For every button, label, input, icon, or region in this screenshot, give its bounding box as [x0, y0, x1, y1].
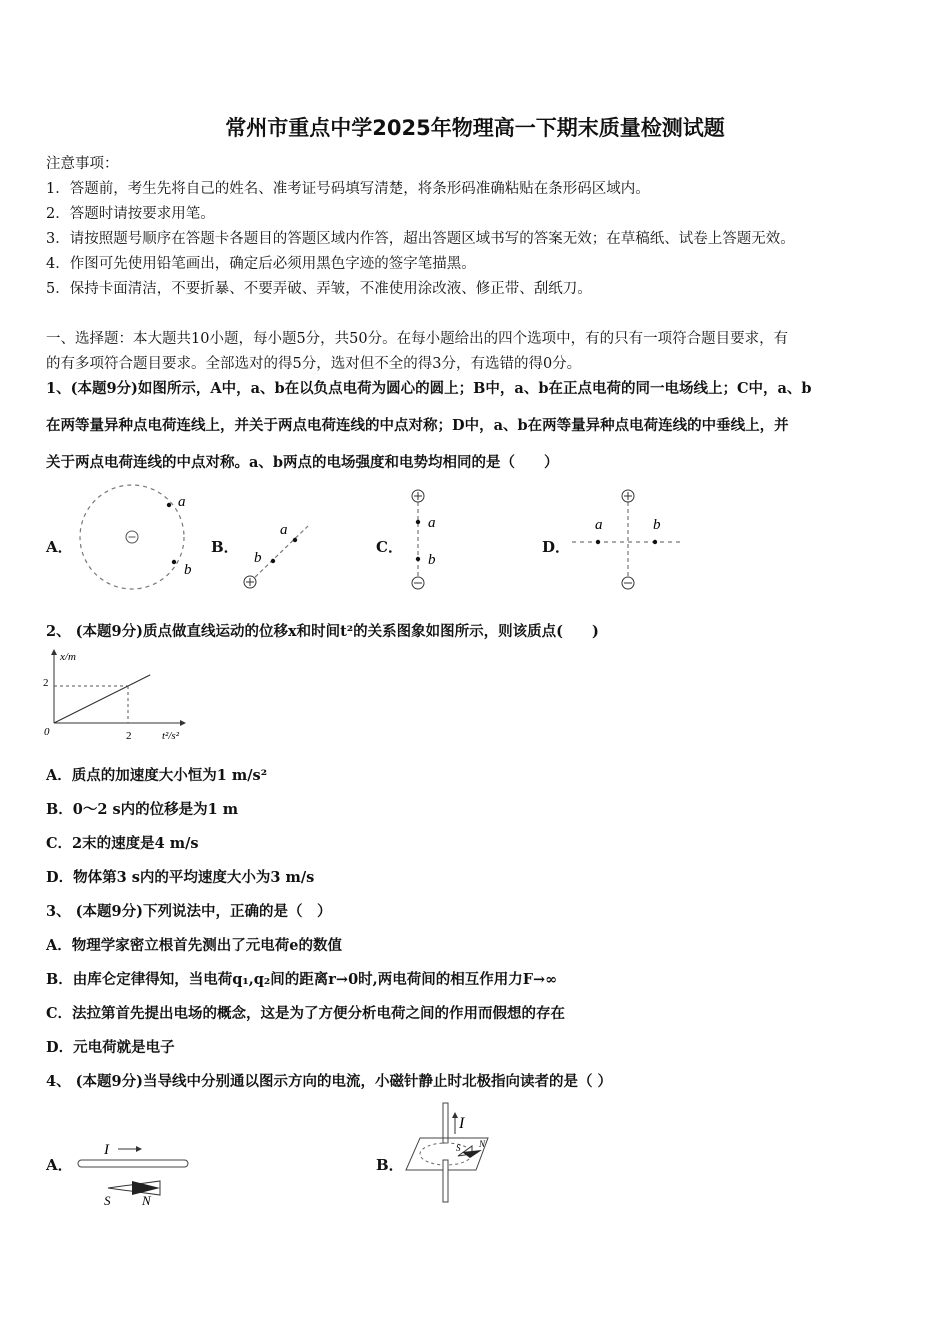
q3-option-b: B．由库仑定律得知，当电荷q₁,q₂间的距离r→0时,两电荷间的相互作用力F→∞	[46, 971, 558, 988]
s-label: S	[456, 1143, 461, 1153]
q1-line3: 关于两点电荷连线的中点对称。a、b两点的电场强度和电势均相同的是（ ）	[46, 454, 559, 471]
q1-figure-b	[236, 514, 316, 594]
label-b: b	[428, 552, 436, 568]
s-label: S	[104, 1193, 111, 1208]
q3-option-d: D．元电荷就是电子	[46, 1039, 175, 1056]
label-a: a	[428, 515, 436, 531]
section1-line2: 的有多项符合题目要求。全部选对的得5分，选对但不全的得3分，有选错的得0分。	[46, 356, 582, 372]
wire	[78, 1160, 188, 1167]
label-b: b	[653, 517, 661, 533]
q4-figure-b	[402, 1100, 502, 1206]
point-b	[653, 540, 657, 544]
q1-option-d-label: D．	[542, 538, 571, 556]
q4-option-a-label: A．	[46, 1156, 73, 1174]
q4-option-b-label: B．	[376, 1156, 404, 1174]
label-a: a	[595, 517, 603, 533]
q2-option-b: B．0～2 s内的位移是为1 m	[46, 801, 239, 818]
notice-item-3: 3．请按照题号顺序在答题卡各题目的答题区域内作答，超出答题区域书写的答案无效；在草稿纸、试卷上答题无效。	[46, 231, 795, 247]
q1-figure-c	[400, 486, 460, 592]
point-b	[271, 559, 275, 563]
notice-item-2: 2．答题时请按要求用笔。	[46, 206, 215, 222]
origin-label: 0	[44, 726, 50, 738]
point-a	[416, 520, 420, 524]
current-label: I	[104, 1142, 109, 1158]
page-title: 常州市重点中学2025年物理高一下期末质量检测试题	[225, 116, 725, 140]
wire-top	[443, 1103, 448, 1143]
label-a: a	[280, 522, 288, 538]
series-line	[54, 675, 150, 723]
n-label: N	[142, 1193, 151, 1208]
n-label: N	[479, 1139, 486, 1149]
y-tick-label: 2	[43, 677, 49, 689]
q1-figure-d	[568, 486, 688, 592]
q2-graph	[40, 645, 200, 745]
x-tick-label: 2	[126, 730, 132, 742]
point-a	[596, 540, 600, 544]
current-label: I	[459, 1115, 465, 1132]
point-b	[172, 560, 176, 564]
q3-stem: 3、 (本题9分)下列说法中，正确的是（ ）	[46, 903, 332, 920]
x-axis-label: t²/s²	[162, 730, 179, 742]
q1-line1: 1、(本题9分)如图所示，A中，a、b在以负点电荷为圆心的圆上；B中，a、b在正点电荷的同一电场线上；C中，a、b	[46, 380, 812, 397]
q2-stem: 2、 (本题9分)质点做直线运动的位移x和时间t²的关系图象如图所示，则该质点( )	[46, 623, 599, 640]
q2-option-c: C．2末的速度是4 m/s	[46, 835, 199, 852]
point-a	[293, 538, 297, 542]
q1-option-a-label: A．	[46, 538, 73, 556]
q3-option-a: A．物理学家密立根首先测出了元电荷e的数值	[46, 937, 342, 954]
wire-bottom	[443, 1160, 448, 1202]
q1-figure-a	[70, 482, 200, 594]
label-b: b	[184, 562, 192, 578]
point-a	[167, 503, 171, 507]
label-a: a	[178, 494, 186, 510]
point-b	[416, 557, 420, 561]
q1-option-c-label: C．	[376, 538, 403, 556]
section1-line1: 一、选择题：本大题共10小题，每小题5分，共50分。在每小题给出的四个选项中，有的只有一项符合题目要求，有	[46, 331, 789, 347]
q2-option-a: A．质点的加速度大小恒为1 m/s²	[46, 767, 268, 784]
q4-stem: 4、 (本题9分)当导线中分别通以图示方向的电流，小磁针静止时北极指向读者的是（ ）	[46, 1073, 612, 1090]
q1-option-b-label: B．	[211, 538, 239, 556]
q2-option-d: D．物体第3 s内的平均速度大小为3 m/s	[46, 869, 315, 886]
notice-heading: 注意事项：	[46, 156, 119, 172]
notice-item-5: 5．保持卡面清洁，不要折暴、不要弄破、弄皱，不准使用涂改液、修正带、刮纸刀。	[46, 281, 592, 297]
q3-option-c: C．法拉第首先提出电场的概念，这是为了方便分析电荷之间的作用而假想的存在	[46, 1005, 566, 1022]
y-axis-label: x/m	[60, 651, 76, 663]
q4-figure-a	[72, 1138, 202, 1210]
label-b: b	[254, 550, 262, 566]
notice-item-4: 4．作图可先使用铅笔画出，确定后必须用黑色字迹的签字笔描黑。	[46, 256, 476, 272]
notice-item-1: 1．答题前，考生先将自己的姓名、准考证号码填写清楚，将条形码准确粘贴在条形码区域内。	[46, 181, 650, 197]
q1-line2: 在两等量异种点电荷连线上，并关于两点电荷连线的中点对称；D中，a、b在两等量异种点电荷连线的中垂线上，并	[46, 417, 789, 434]
